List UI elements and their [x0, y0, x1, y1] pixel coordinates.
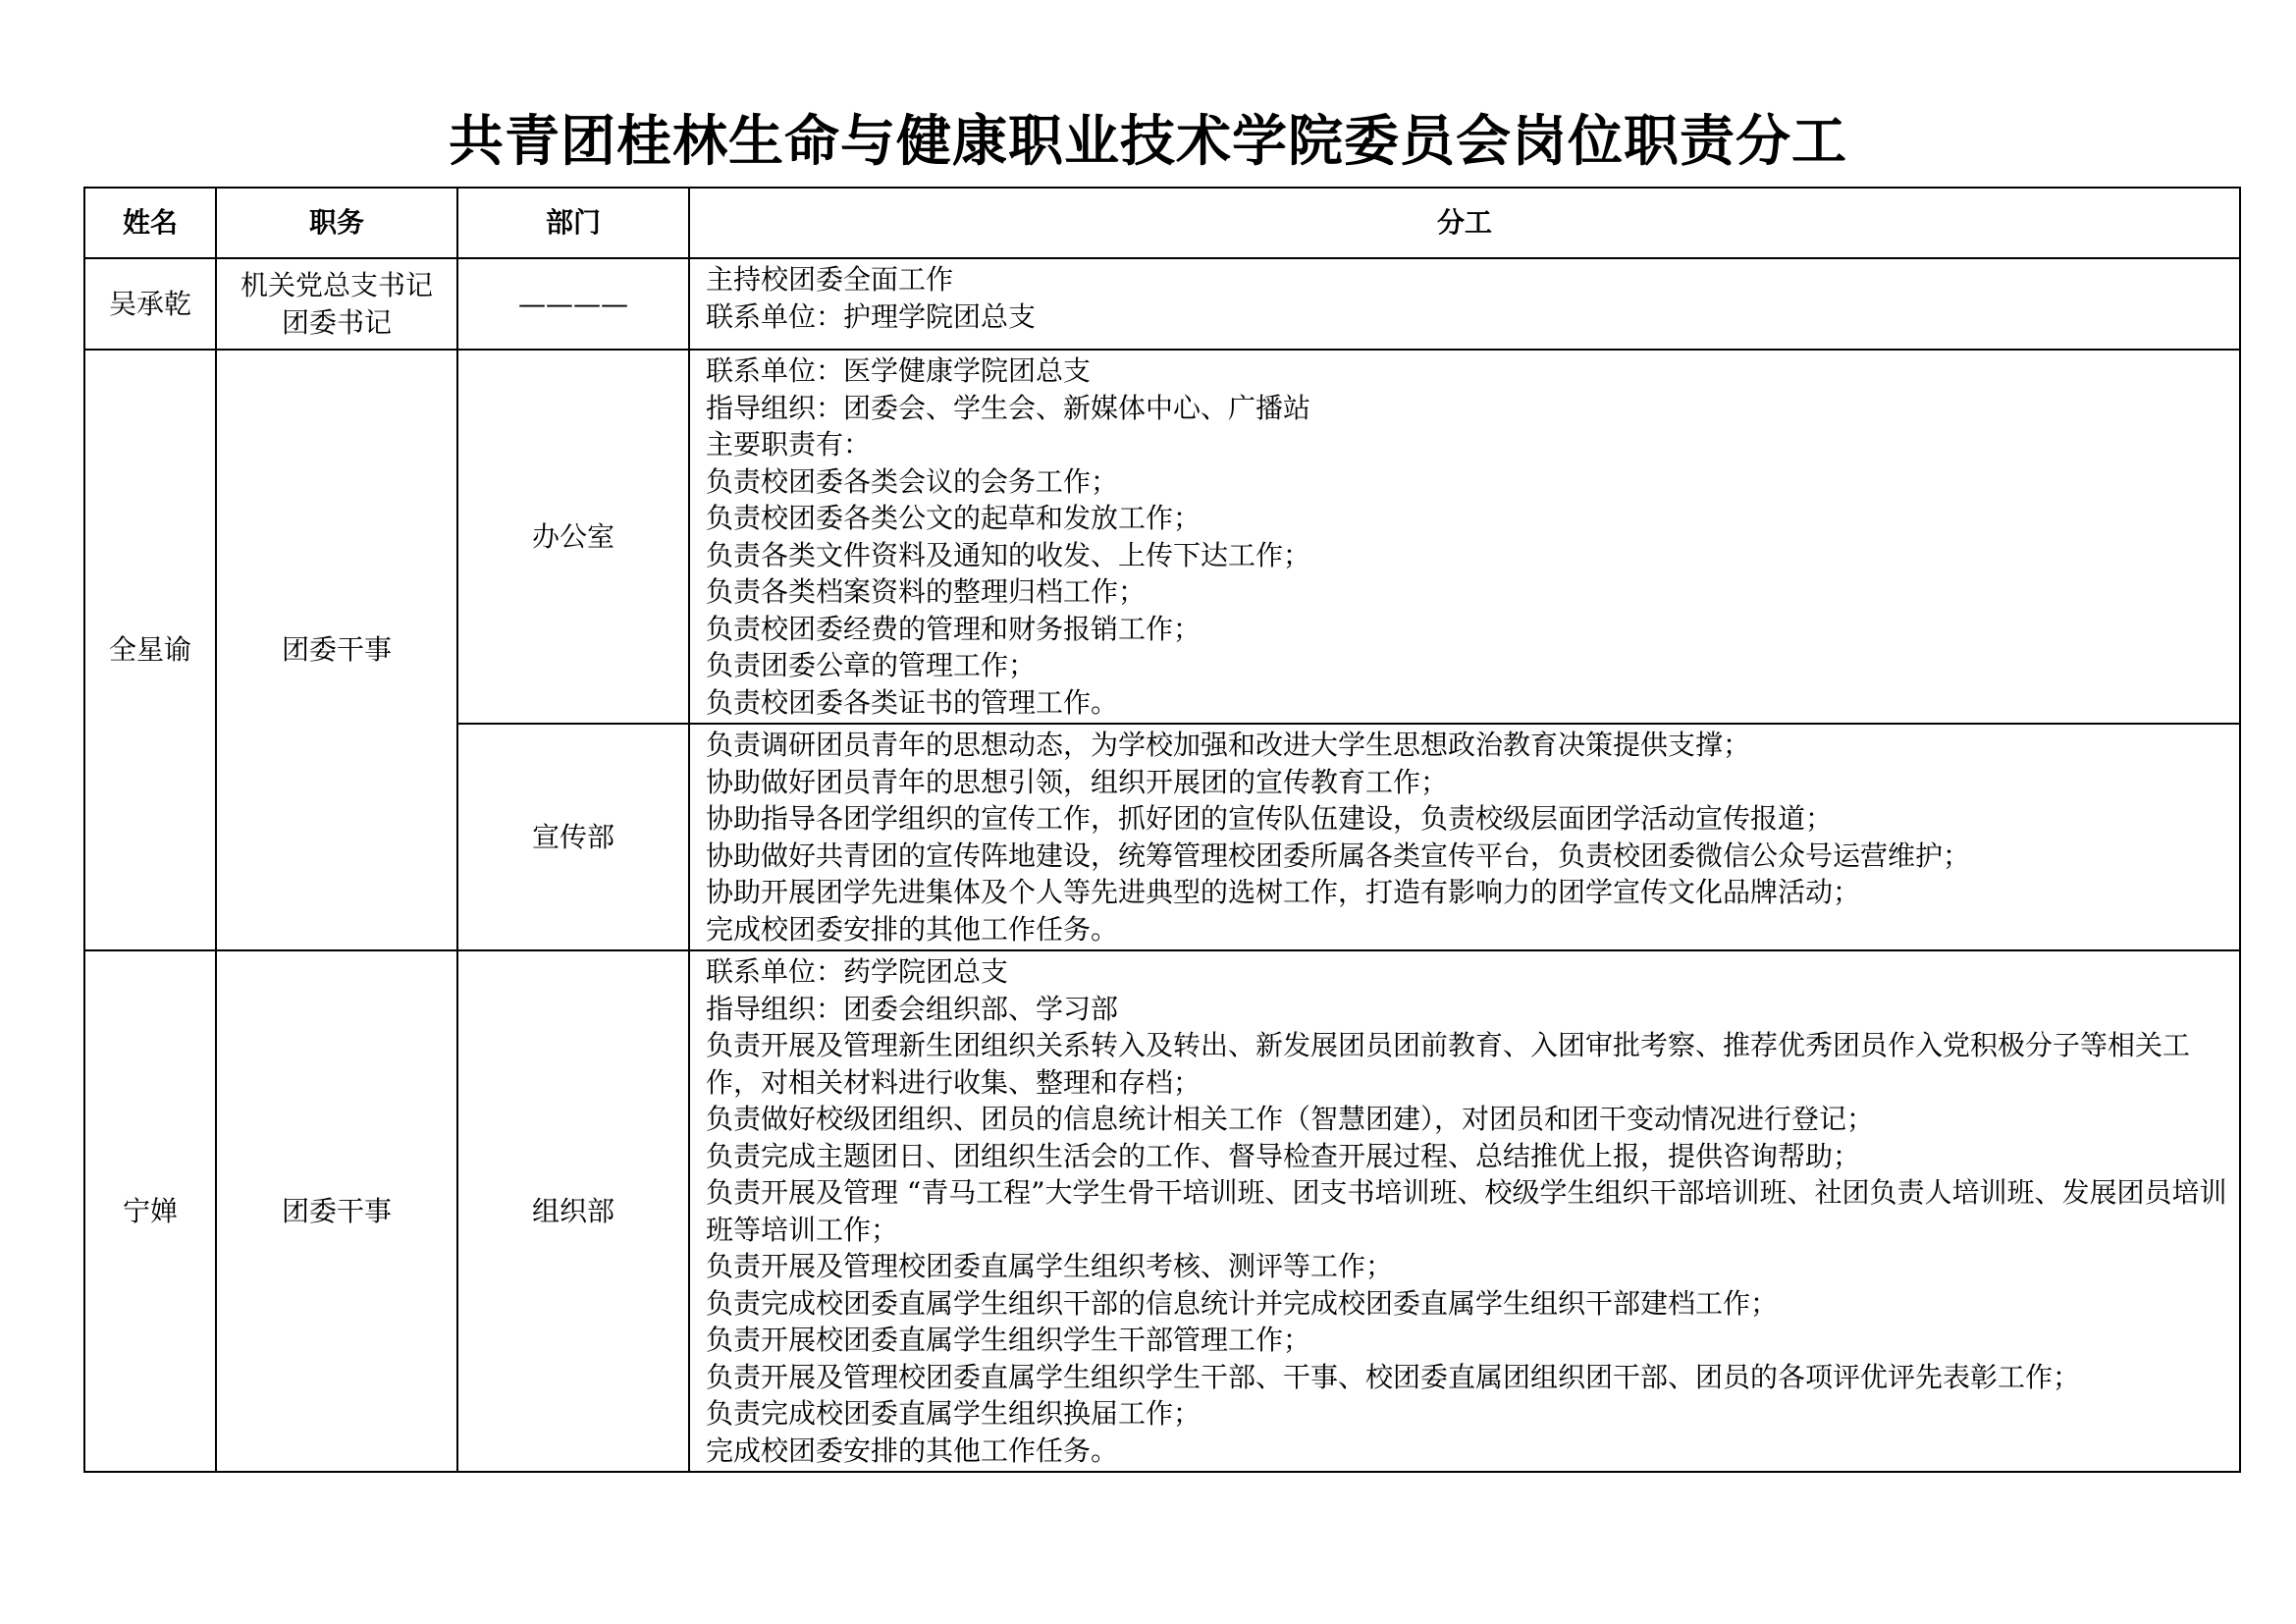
- duty-line: 指导组织：团委会组织部、学习部: [706, 992, 1119, 1025]
- page-title: 共青团桂林生命与健康职业技术学院委员会岗位职责分工: [449, 110, 1847, 174]
- duty-line: 负责校团委各类公文的起草和发放工作；: [706, 502, 1201, 534]
- duty-line: 负责开展及管理校团委直属学生组织学生干部、干事、校团委直属团组织团干部、团员的各项评优评先表彰工作；: [706, 1360, 2081, 1393]
- duty-line: 负责开展校团委直属学生组织学生干部管理工作；: [706, 1324, 1311, 1356]
- department-cell: ————: [457, 258, 689, 350]
- header-row: [84, 188, 2240, 258]
- header-duties: 分工: [689, 188, 2240, 258]
- duties-cell: [689, 950, 2240, 1472]
- duty-line: 完成校团委安排的其他工作任务。: [706, 912, 1119, 946]
- duty-line: 负责校团委各类会议的会务工作；: [706, 464, 1119, 498]
- table-row: [84, 258, 2240, 350]
- duty-line: 负责开展及管理 “青马工程”大学生骨干培训班、团支书培训班、校级学生组织干部培训班、社团负责人培训班、发展团员培训班等培训工作；: [706, 1176, 2227, 1246]
- duty-line: 协助开展团学先进集体及个人等先进典型的选树工作，打造有影响力的团学宣传文化品牌活动；: [706, 876, 1861, 908]
- duty-table: [83, 187, 2241, 1473]
- department-cell: 办公室: [457, 350, 689, 724]
- duty-line: 协助做好团员青年的思想引领，组织开展团的宣传教育工作；: [706, 765, 1449, 798]
- duty-line: 指导组织：团委会、学生会、新媒体中心、广播站: [706, 391, 1311, 424]
- header-name: 姓名: [84, 188, 216, 258]
- duty-line: 联系单位：药学院团总支: [706, 955, 1009, 988]
- duty-line: 协助指导各团学组织的宣传工作，抓好团的宣传队伍建设，负责校级层面团学活动宣传报道；: [706, 802, 1834, 835]
- duties-cell: [689, 724, 2240, 950]
- duty-line: 负责开展及管理校团委直属学生组织考核、测评等工作；: [706, 1250, 1394, 1282]
- duty-line: 联系单位：医学健康学院团总支: [706, 354, 1092, 387]
- department-cell: 宣传部: [457, 724, 689, 950]
- name-cell: 全星谕: [84, 350, 216, 950]
- department-cell: 组织部: [457, 950, 689, 1472]
- duty-line: 负责各类文件资料及通知的收发、上传下达工作；: [706, 538, 1311, 571]
- duty-line: 负责完成校团委直属学生组织换届工作；: [706, 1397, 1201, 1430]
- table-row: [84, 350, 2240, 724]
- duty-line: 负责开展及管理新生团组织关系转入及转出、新发展团员团前教育、入团审批考察、推荐优秀团员作入党积极分子等相关工作，对相关材料进行收集、整理和存档；: [706, 1029, 2191, 1099]
- header-department: 部门: [457, 188, 689, 258]
- name-cell: 宁婵: [84, 950, 216, 1472]
- duty-line: 负责团委公章的管理工作；: [706, 649, 1037, 681]
- position-line: 机关党总支书记: [240, 269, 433, 301]
- duties-cell: [689, 350, 2240, 724]
- duty-line: 负责完成主题团日、团组织生活会的工作、督导检查开展过程、总结推优上报，提供咨询帮助；: [706, 1139, 1861, 1172]
- position-cell: 团委干事: [216, 350, 457, 950]
- duty-line: 负责调研团员青年的思想动态，为学校加强和改进大学生思想政治教育决策提供支撑；: [706, 729, 1751, 761]
- position-cell: 团委干事: [216, 950, 457, 1472]
- duty-line: 负责完成校团委直属学生组织干部的信息统计并完成校团委直属学生组织干部建档工作；: [706, 1286, 1779, 1320]
- duty-line: 负责校团委各类证书的管理工作。: [706, 685, 1119, 719]
- table-row: [84, 950, 2240, 1472]
- header-position: 职务: [216, 188, 457, 258]
- duty-line: 完成校团委安排的其他工作任务。: [706, 1434, 1119, 1467]
- position-cell: [216, 258, 457, 350]
- duties-cell: [689, 258, 2240, 350]
- duty-line: 负责做好校级团组织、团员的信息统计相关工作（智慧团建），对团员和团干变动情况进行登记；: [706, 1103, 1875, 1135]
- duty-line: 协助做好共青团的宣传阵地建设，统筹管理校团委所属各类宣传平台，负责校团委微信公众号运营维护；: [706, 839, 1971, 872]
- duty-line: 主持校团委全面工作: [706, 263, 954, 296]
- position-line: 团委书记: [281, 305, 392, 339]
- duty-line: 联系单位：护理学院团总支: [706, 299, 1037, 333]
- name-cell: 吴承乾: [84, 258, 216, 350]
- duty-line: 主要职责有：: [706, 428, 872, 460]
- duty-line: 负责各类档案资料的整理归档工作；: [706, 575, 1147, 608]
- duty-line: 负责校团委经费的管理和财务报销工作；: [706, 612, 1201, 645]
